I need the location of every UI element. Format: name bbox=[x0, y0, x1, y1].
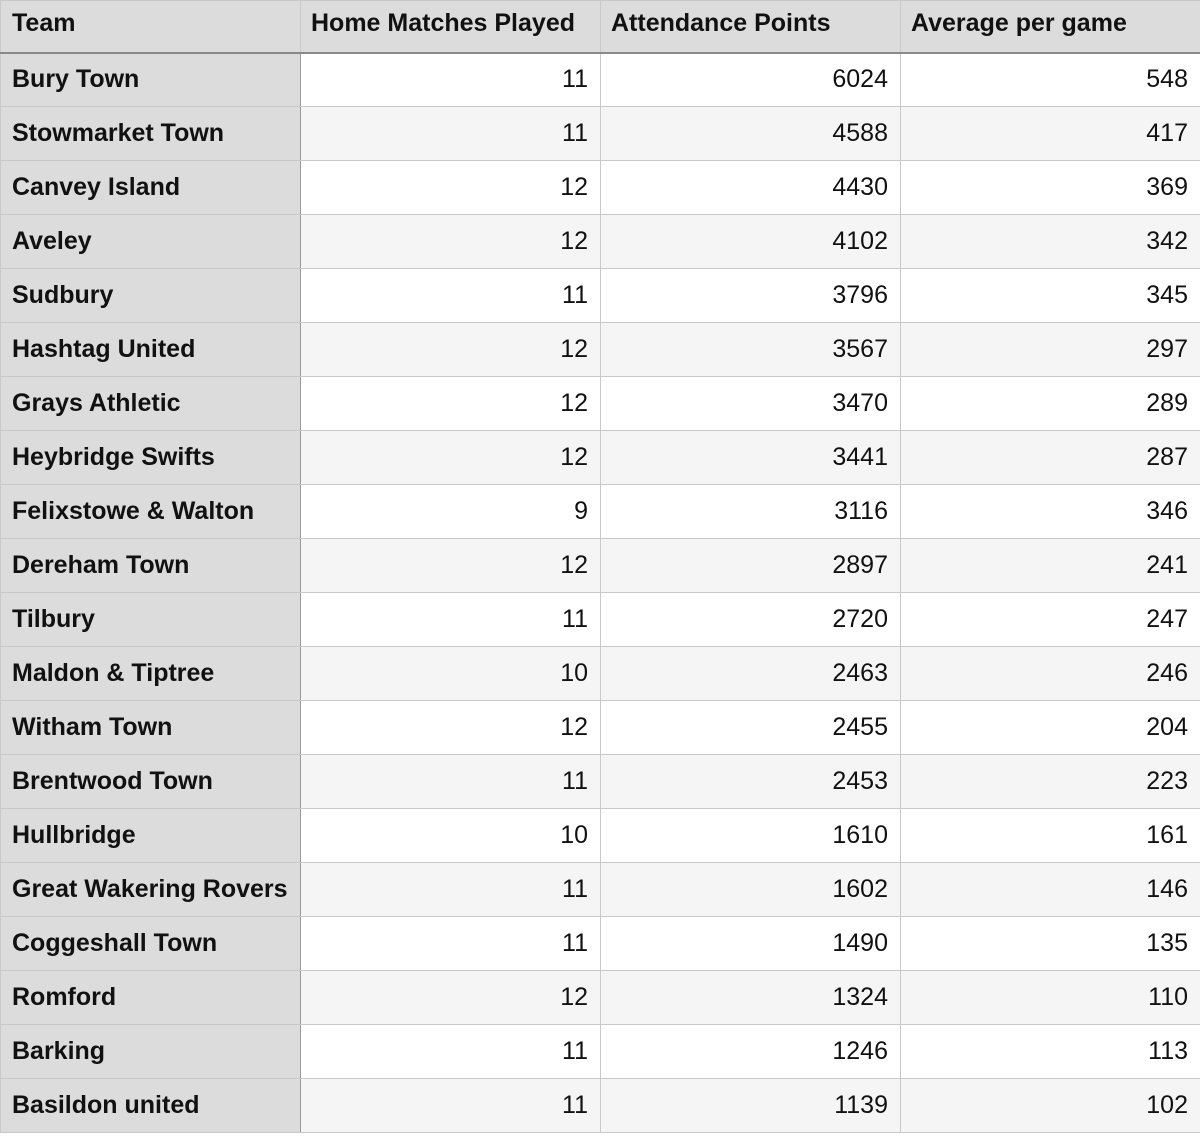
table-row bbox=[1, 971, 1200, 1025]
table-row bbox=[1, 107, 1200, 161]
attendance-points-cell[interactable]: 2720 bbox=[601, 593, 901, 647]
average-cell[interactable]: 113 bbox=[901, 1025, 1200, 1079]
home-matches-cell[interactable]: 12 bbox=[301, 539, 601, 593]
team-cell[interactable]: Stowmarket Town bbox=[1, 107, 301, 161]
home-matches-cell[interactable]: 11 bbox=[301, 107, 601, 161]
average-cell[interactable]: 417 bbox=[901, 107, 1200, 161]
table-row bbox=[1, 377, 1200, 431]
team-cell[interactable]: Romford bbox=[1, 971, 301, 1025]
average-cell[interactable]: 246 bbox=[901, 647, 1200, 701]
team-cell[interactable]: Great Wakering Rovers bbox=[1, 863, 301, 917]
team-cell[interactable]: Coggeshall Town bbox=[1, 917, 301, 971]
team-cell[interactable]: Grays Athletic bbox=[1, 377, 301, 431]
table-row bbox=[1, 215, 1200, 269]
average-cell[interactable]: 102 bbox=[901, 1079, 1200, 1133]
team-cell[interactable]: Canvey Island bbox=[1, 161, 301, 215]
home-matches-cell[interactable]: 11 bbox=[301, 917, 601, 971]
attendance-points-cell[interactable]: 6024 bbox=[601, 53, 901, 107]
header-team[interactable]: Team bbox=[1, 1, 301, 53]
home-matches-cell[interactable]: 11 bbox=[301, 755, 601, 809]
team-cell[interactable]: Barking bbox=[1, 1025, 301, 1079]
team-cell[interactable]: Basildon united bbox=[1, 1079, 301, 1133]
attendance-points-cell[interactable]: 2453 bbox=[601, 755, 901, 809]
home-matches-cell[interactable]: 10 bbox=[301, 647, 601, 701]
team-cell[interactable]: Tilbury bbox=[1, 593, 301, 647]
home-matches-cell[interactable]: 12 bbox=[301, 431, 601, 485]
header-row bbox=[1, 1, 1200, 53]
average-cell[interactable]: 297 bbox=[901, 323, 1200, 377]
average-cell[interactable]: 135 bbox=[901, 917, 1200, 971]
attendance-points-cell[interactable]: 3116 bbox=[601, 485, 901, 539]
attendance-points-cell[interactable]: 1610 bbox=[601, 809, 901, 863]
average-cell[interactable]: 161 bbox=[901, 809, 1200, 863]
team-cell[interactable]: Witham Town bbox=[1, 701, 301, 755]
average-cell[interactable]: 146 bbox=[901, 863, 1200, 917]
attendance-points-cell[interactable]: 2463 bbox=[601, 647, 901, 701]
team-cell[interactable]: Felixstowe & Walton bbox=[1, 485, 301, 539]
table-row bbox=[1, 1079, 1200, 1133]
home-matches-cell[interactable]: 11 bbox=[301, 1079, 601, 1133]
home-matches-cell[interactable]: 12 bbox=[301, 377, 601, 431]
table-row bbox=[1, 863, 1200, 917]
team-cell[interactable]: Bury Town bbox=[1, 53, 301, 107]
header-average-per-game[interactable]: Average per game bbox=[901, 1, 1200, 53]
team-cell[interactable]: Brentwood Town bbox=[1, 755, 301, 809]
table-row bbox=[1, 809, 1200, 863]
team-cell[interactable]: Hashtag United bbox=[1, 323, 301, 377]
attendance-points-cell[interactable]: 4588 bbox=[601, 107, 901, 161]
home-matches-cell[interactable]: 11 bbox=[301, 53, 601, 107]
attendance-points-cell[interactable]: 3441 bbox=[601, 431, 901, 485]
table-row bbox=[1, 755, 1200, 809]
table-row bbox=[1, 431, 1200, 485]
table-row bbox=[1, 701, 1200, 755]
attendance-points-cell[interactable]: 2897 bbox=[601, 539, 901, 593]
attendance-points-cell[interactable]: 1490 bbox=[601, 917, 901, 971]
team-cell[interactable]: Maldon & Tiptree bbox=[1, 647, 301, 701]
home-matches-cell[interactable]: 10 bbox=[301, 809, 601, 863]
home-matches-cell[interactable]: 12 bbox=[301, 215, 601, 269]
table-row bbox=[1, 647, 1200, 701]
attendance-points-cell[interactable]: 1324 bbox=[601, 971, 901, 1025]
average-cell[interactable]: 247 bbox=[901, 593, 1200, 647]
average-cell[interactable]: 287 bbox=[901, 431, 1200, 485]
home-matches-cell[interactable]: 9 bbox=[301, 485, 601, 539]
team-cell[interactable]: Dereham Town bbox=[1, 539, 301, 593]
table-row bbox=[1, 917, 1200, 971]
attendance-points-cell[interactable]: 1246 bbox=[601, 1025, 901, 1079]
average-cell[interactable]: 204 bbox=[901, 701, 1200, 755]
table-row bbox=[1, 53, 1200, 107]
home-matches-cell[interactable]: 11 bbox=[301, 593, 601, 647]
team-cell[interactable]: Hullbridge bbox=[1, 809, 301, 863]
team-cell[interactable]: Sudbury bbox=[1, 269, 301, 323]
home-matches-cell[interactable]: 11 bbox=[301, 1025, 601, 1079]
home-matches-cell[interactable]: 12 bbox=[301, 971, 601, 1025]
table-body bbox=[1, 53, 1200, 1133]
attendance-points-cell[interactable]: 3567 bbox=[601, 323, 901, 377]
table-row bbox=[1, 485, 1200, 539]
team-cell[interactable]: Aveley bbox=[1, 215, 301, 269]
average-cell[interactable]: 548 bbox=[901, 53, 1200, 107]
table-row bbox=[1, 1025, 1200, 1079]
table-row bbox=[1, 161, 1200, 215]
average-cell[interactable]: 342 bbox=[901, 215, 1200, 269]
average-cell[interactable]: 241 bbox=[901, 539, 1200, 593]
home-matches-cell[interactable]: 11 bbox=[301, 863, 601, 917]
home-matches-cell[interactable]: 12 bbox=[301, 701, 601, 755]
table-row bbox=[1, 269, 1200, 323]
team-cell[interactable]: Heybridge Swifts bbox=[1, 431, 301, 485]
table-row bbox=[1, 539, 1200, 593]
average-cell[interactable]: 369 bbox=[901, 161, 1200, 215]
average-cell[interactable]: 223 bbox=[901, 755, 1200, 809]
attendance-points-cell[interactable]: 4430 bbox=[601, 161, 901, 215]
header-home-matches-played[interactable]: Home Matches Played bbox=[301, 1, 601, 53]
attendance-points-cell[interactable]: 3470 bbox=[601, 377, 901, 431]
attendance-points-cell[interactable]: 3796 bbox=[601, 269, 901, 323]
attendance-points-cell[interactable]: 1602 bbox=[601, 863, 901, 917]
average-cell[interactable]: 345 bbox=[901, 269, 1200, 323]
home-matches-cell[interactable]: 11 bbox=[301, 269, 601, 323]
table-row bbox=[1, 593, 1200, 647]
table-row bbox=[1, 323, 1200, 377]
header-attendance-points[interactable]: Attendance Points bbox=[601, 1, 901, 53]
attendance-points-cell[interactable]: 4102 bbox=[601, 215, 901, 269]
average-cell[interactable]: 346 bbox=[901, 485, 1200, 539]
average-cell[interactable]: 110 bbox=[901, 971, 1200, 1025]
attendance-points-cell[interactable]: 2455 bbox=[601, 701, 901, 755]
attendance-points-cell[interactable]: 1139 bbox=[601, 1079, 901, 1133]
average-cell[interactable]: 289 bbox=[901, 377, 1200, 431]
table-header bbox=[1, 1, 1200, 53]
home-matches-cell[interactable]: 12 bbox=[301, 323, 601, 377]
home-matches-cell[interactable]: 12 bbox=[301, 161, 601, 215]
